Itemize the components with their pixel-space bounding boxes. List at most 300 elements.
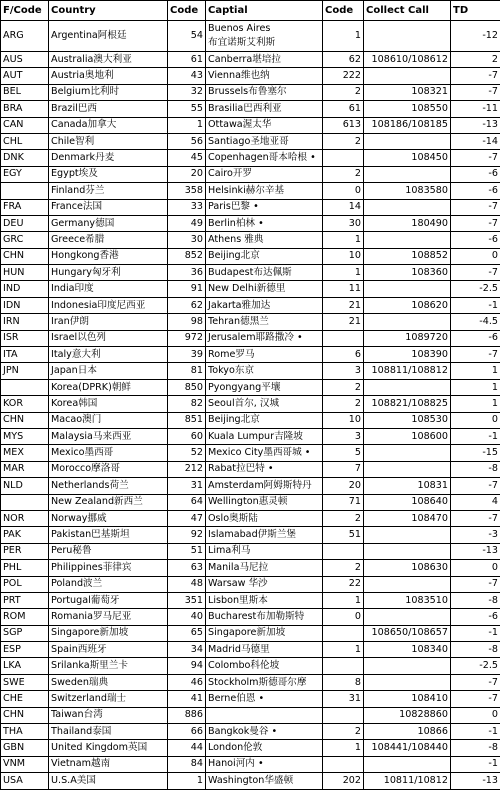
- table-row: [1, 510, 500, 526]
- table-row: [1, 52, 500, 68]
- capital-cell: Canberra堪培拉: [206, 52, 323, 68]
- fcode-cell: [1, 183, 49, 199]
- table-row: [1, 281, 500, 297]
- time-difference-cell: -13: [451, 773, 500, 789]
- country-cell: Taiwan台湾: [49, 707, 168, 723]
- table-row: [1, 724, 500, 740]
- fcode-cell: GRC: [1, 232, 49, 248]
- table-body: [1, 21, 500, 790]
- time-difference-cell: -7: [451, 691, 500, 707]
- area-code-cell: 1: [323, 642, 364, 658]
- country-cell: Portugal葡萄牙: [49, 592, 168, 608]
- area-code-cell: 3: [323, 363, 364, 379]
- fcode-cell: CHL: [1, 133, 49, 149]
- country-cell: Chile智利: [49, 133, 168, 149]
- capital-line: 布宜诺斯艾利斯: [208, 36, 320, 50]
- table-row: [1, 560, 500, 576]
- table-row: [1, 592, 500, 608]
- collect-call-cell: 1083510: [364, 592, 451, 608]
- area-code-cell: [323, 658, 364, 674]
- collect-call-cell: 108610/108612: [364, 52, 451, 68]
- table-row: [1, 314, 500, 330]
- collect-call-cell: [364, 527, 451, 543]
- area-code-cell: 2: [323, 133, 364, 149]
- time-difference-cell: -6: [451, 183, 500, 199]
- country-code-cell: 47: [168, 510, 206, 526]
- capital-cell: Stockholm斯德哥尔摩: [206, 674, 323, 690]
- time-difference-cell: -3: [451, 527, 500, 543]
- time-difference-cell: -1: [451, 724, 500, 740]
- country-code-cell: 98: [168, 314, 206, 330]
- capital-cell: Budapest布达佩斯: [206, 265, 323, 281]
- country-code-cell: 39: [168, 347, 206, 363]
- capital-cell: Ottawa渥太华: [206, 117, 323, 133]
- area-code-cell: [323, 150, 364, 166]
- area-code-cell: 1: [323, 21, 364, 52]
- area-code-cell: 1: [323, 232, 364, 248]
- fcode-cell: PER: [1, 543, 49, 559]
- fcode-cell: THA: [1, 724, 49, 740]
- fcode-cell: ESP: [1, 642, 49, 658]
- time-difference-cell: -7: [451, 199, 500, 215]
- collect-call-cell: [364, 379, 451, 395]
- collect-call-cell: [364, 658, 451, 674]
- collect-call-cell: 108821/108825: [364, 396, 451, 412]
- country-code-cell: 31: [168, 478, 206, 494]
- area-code-cell: 51: [323, 527, 364, 543]
- time-difference-cell: -7: [451, 478, 500, 494]
- table-row: [1, 183, 500, 199]
- country-cell: Morocco摩洛哥: [49, 461, 168, 477]
- capital-cell: Hanoi河内 •: [206, 756, 323, 772]
- fcode-cell: PAK: [1, 527, 49, 543]
- capital-cell: Brussels布鲁塞尔: [206, 84, 323, 100]
- fcode-cell: DEU: [1, 215, 49, 231]
- capital-cell: Tehran德黑兰: [206, 314, 323, 330]
- collect-call-cell: 10866: [364, 724, 451, 740]
- country-cell: Peru秘鲁: [49, 543, 168, 559]
- country-cell: Canada加拿大: [49, 117, 168, 133]
- area-code-cell: [323, 625, 364, 641]
- country-code-cell: 60: [168, 428, 206, 444]
- collect-call-cell: [364, 445, 451, 461]
- fcode-cell: MAR: [1, 461, 49, 477]
- fcode-cell: DNK: [1, 150, 49, 166]
- time-difference-cell: 1: [451, 396, 500, 412]
- country-cell: Indonesia印度尼西亚: [49, 297, 168, 313]
- country-code-cell: 55: [168, 101, 206, 117]
- area-code-cell: 0: [323, 609, 364, 625]
- country-cell: Finland芬兰: [49, 183, 168, 199]
- country-cell: Iran伊朗: [49, 314, 168, 330]
- table-row: [1, 609, 500, 625]
- country-code-cell: 1: [168, 773, 206, 789]
- collect-call-cell: 108441/108440: [364, 740, 451, 756]
- country-cell: Sweden瑞典: [49, 674, 168, 690]
- capital-cell: Bucharest布加勒斯特: [206, 609, 323, 625]
- fcode-cell: POL: [1, 576, 49, 592]
- time-difference-cell: -6: [451, 330, 500, 346]
- collect-call-cell: 108620: [364, 297, 451, 313]
- capital-cell: Vienna维也纳: [206, 68, 323, 84]
- time-difference-cell: 1: [451, 363, 500, 379]
- fcode-cell: MYS: [1, 428, 49, 444]
- country-code-cell: 48: [168, 576, 206, 592]
- time-difference-cell: -8: [451, 642, 500, 658]
- capital-cell: Copenhagen哥本哈根 •: [206, 150, 323, 166]
- time-difference-cell: 4: [451, 494, 500, 510]
- fcode-cell: CHN: [1, 412, 49, 428]
- capital-cell: Manila马尼拉: [206, 560, 323, 576]
- table-row: [1, 625, 500, 641]
- country-code-cell: 850: [168, 379, 206, 395]
- capital-cell: Jerusalem耶路撒冷 •: [206, 330, 323, 346]
- country-code-cell: 52: [168, 445, 206, 461]
- area-code-cell: 613: [323, 117, 364, 133]
- area-code-cell: 10: [323, 248, 364, 264]
- country-code-cell: 30: [168, 232, 206, 248]
- table-row: [1, 133, 500, 149]
- collect-call-cell: [364, 461, 451, 477]
- collect-call-cell: 180490: [364, 215, 451, 231]
- table-row: [1, 363, 500, 379]
- time-difference-cell: -7: [451, 674, 500, 690]
- country-cell: Israel以色列: [49, 330, 168, 346]
- collect-call-cell: 108530: [364, 412, 451, 428]
- area-code-cell: 22: [323, 576, 364, 592]
- country-cell: Srilanka斯里兰卡: [49, 658, 168, 674]
- country-cell: Romania罗马尼亚: [49, 609, 168, 625]
- fcode-cell: SGP: [1, 625, 49, 641]
- area-code-cell: [323, 543, 364, 559]
- country-cell: New Zealand新西兰: [49, 494, 168, 510]
- country-cell: Greece希腊: [49, 232, 168, 248]
- area-code-cell: 2: [323, 560, 364, 576]
- area-code-cell: 20: [323, 478, 364, 494]
- collect-call-cell: [364, 576, 451, 592]
- time-difference-cell: -4.5: [451, 314, 500, 330]
- country-code-cell: 91: [168, 281, 206, 297]
- time-difference-cell: -7: [451, 150, 500, 166]
- capital-cell: Tokyo东京: [206, 363, 323, 379]
- time-difference-cell: -1: [451, 428, 500, 444]
- collect-call-cell: 1083580: [364, 183, 451, 199]
- fcode-cell: BRA: [1, 101, 49, 117]
- collect-call-cell: 1089720: [364, 330, 451, 346]
- country-code-cell: 94: [168, 658, 206, 674]
- capital-cell: Berlin柏林 •: [206, 215, 323, 231]
- area-code-cell: 2: [323, 510, 364, 526]
- area-code-cell: 21: [323, 314, 364, 330]
- country-code-cell: 1: [168, 117, 206, 133]
- table-row: [1, 21, 500, 52]
- country-code-cell: 46: [168, 674, 206, 690]
- header-time-difference: TD: [451, 1, 500, 21]
- table-row: [1, 330, 500, 346]
- collect-call-cell: 108360: [364, 265, 451, 281]
- fcode-cell: IRN: [1, 314, 49, 330]
- area-code-cell: 2: [323, 166, 364, 182]
- collect-call-cell: 108340: [364, 642, 451, 658]
- capital-cell: London伦敦: [206, 740, 323, 756]
- table-row: [1, 379, 500, 395]
- fcode-cell: ROM: [1, 609, 49, 625]
- time-difference-cell: -8: [451, 740, 500, 756]
- country-cell: Italy意大利: [49, 347, 168, 363]
- capital-cell: Lima利马: [206, 543, 323, 559]
- capital-cell: Pyongyang平壤: [206, 379, 323, 395]
- country-cell: U.S.A美国: [49, 773, 168, 789]
- time-difference-cell: -15: [451, 445, 500, 461]
- time-difference-cell: -2.5: [451, 658, 500, 674]
- country-code-cell: 351: [168, 592, 206, 608]
- collect-call-cell: 10811/10812: [364, 773, 451, 789]
- time-difference-cell: -7: [451, 68, 500, 84]
- capital-cell: Madrid马德里: [206, 642, 323, 658]
- country-cell: Vietnam越南: [49, 756, 168, 772]
- country-code-cell: 43: [168, 68, 206, 84]
- country-code-cell: 40: [168, 609, 206, 625]
- time-difference-cell: 0: [451, 412, 500, 428]
- collect-call-cell: 108600: [364, 428, 451, 444]
- fcode-cell: CHN: [1, 248, 49, 264]
- table-row: [1, 297, 500, 313]
- country-cell: Korea韩国: [49, 396, 168, 412]
- country-code-cell: 82: [168, 396, 206, 412]
- country-cell: Belgium比利时: [49, 84, 168, 100]
- area-code-cell: 1: [323, 740, 364, 756]
- time-difference-cell: -12: [451, 21, 500, 52]
- time-difference-cell: 2: [451, 52, 500, 68]
- table-row: [1, 101, 500, 117]
- country-code-cell: 54: [168, 21, 206, 52]
- capital-cell: Seoul首尔, 汉城: [206, 396, 323, 412]
- capital-cell: Bangkok曼谷 •: [206, 724, 323, 740]
- table-row: [1, 412, 500, 428]
- time-difference-cell: -6: [451, 166, 500, 182]
- country-code-cell: 66: [168, 724, 206, 740]
- table-row: [1, 265, 500, 281]
- collect-call-cell: [364, 199, 451, 215]
- fcode-cell: NOR: [1, 510, 49, 526]
- country-code-cell: 63: [168, 560, 206, 576]
- capital-cell: [206, 707, 323, 723]
- table-row: [1, 445, 500, 461]
- capital-cell: Wellington惠灵顿: [206, 494, 323, 510]
- capital-cell: Beijing北京: [206, 248, 323, 264]
- table-row: [1, 740, 500, 756]
- capital-cell: Cairo开罗: [206, 166, 323, 182]
- fcode-cell: CAN: [1, 117, 49, 133]
- country-cell: Singapore新加坡: [49, 625, 168, 641]
- time-difference-cell: -13: [451, 543, 500, 559]
- time-difference-cell: 0: [451, 707, 500, 723]
- area-code-cell: 62: [323, 52, 364, 68]
- country-code-cell: 212: [168, 461, 206, 477]
- collect-call-cell: [364, 133, 451, 149]
- fcode-cell: PHL: [1, 560, 49, 576]
- country-cell: United Kingdom英国: [49, 740, 168, 756]
- collect-call-cell: 108640: [364, 494, 451, 510]
- fcode-cell: [1, 494, 49, 510]
- country-cell: Norway挪威: [49, 510, 168, 526]
- collect-call-cell: 108390: [364, 347, 451, 363]
- country-code-cell: 972: [168, 330, 206, 346]
- time-difference-cell: -1: [451, 756, 500, 772]
- area-code-cell: 10: [323, 412, 364, 428]
- country-cell: Egypt埃及: [49, 166, 168, 182]
- time-difference-cell: -2.5: [451, 281, 500, 297]
- fcode-cell: FRA: [1, 199, 49, 215]
- time-difference-cell: -7: [451, 215, 500, 231]
- time-difference-cell: 0: [451, 248, 500, 264]
- time-difference-cell: -8: [451, 461, 500, 477]
- table-row: [1, 396, 500, 412]
- capital-cell: Santiago圣地亚哥: [206, 133, 323, 149]
- country-cell: Japan日本: [49, 363, 168, 379]
- table-row: [1, 658, 500, 674]
- table-row: [1, 527, 500, 543]
- country-code-cell: 51: [168, 543, 206, 559]
- country-code-cell: 44: [168, 740, 206, 756]
- country-code-cell: 33: [168, 199, 206, 215]
- area-code-cell: [323, 707, 364, 723]
- area-code-cell: 7: [323, 461, 364, 477]
- collect-call-cell: 108186/108185: [364, 117, 451, 133]
- collect-call-cell: [364, 21, 451, 52]
- capital-cell: Warsaw 华沙: [206, 576, 323, 592]
- area-code-cell: 1: [323, 265, 364, 281]
- fcode-cell: MEX: [1, 445, 49, 461]
- country-code-cell: 358: [168, 183, 206, 199]
- fcode-cell: ARG: [1, 21, 49, 52]
- country-code-cell: 62: [168, 297, 206, 313]
- time-difference-cell: -11: [451, 101, 500, 117]
- fcode-cell: IND: [1, 281, 49, 297]
- area-code-cell: 222: [323, 68, 364, 84]
- capital-cell: Brasilia巴西利亚: [206, 101, 323, 117]
- table-row: [1, 150, 500, 166]
- country-code-cell: 56: [168, 133, 206, 149]
- area-code-cell: 5: [323, 445, 364, 461]
- time-difference-cell: -6: [451, 232, 500, 248]
- country-cell: Germany德国: [49, 215, 168, 231]
- table-row: [1, 84, 500, 100]
- collect-call-cell: 108630: [364, 560, 451, 576]
- fcode-cell: BEL: [1, 84, 49, 100]
- fcode-cell: AUS: [1, 52, 49, 68]
- country-cell: Malaysia马来西亚: [49, 428, 168, 444]
- area-code-cell: [323, 756, 364, 772]
- fcode-cell: NLD: [1, 478, 49, 494]
- collect-call-cell: 108321: [364, 84, 451, 100]
- area-code-cell: 31: [323, 691, 364, 707]
- area-code-cell: 0: [323, 183, 364, 199]
- fcode-cell: [1, 379, 49, 395]
- area-code-cell: 2: [323, 84, 364, 100]
- time-difference-cell: -7: [451, 576, 500, 592]
- fcode-cell: PRT: [1, 592, 49, 608]
- country-cell: Australia澳大利亚: [49, 52, 168, 68]
- table-row: [1, 347, 500, 363]
- fcode-cell: HUN: [1, 265, 49, 281]
- capital-line: Buenos Aires: [208, 22, 320, 36]
- time-difference-cell: -7: [451, 347, 500, 363]
- area-code-cell: 202: [323, 773, 364, 789]
- country-code-cell: 41: [168, 691, 206, 707]
- table-row: [1, 707, 500, 723]
- time-difference-cell: -14: [451, 133, 500, 149]
- country-cell: Netherlands荷兰: [49, 478, 168, 494]
- capital-cell: Lisbon里斯本: [206, 592, 323, 608]
- area-code-cell: 1: [323, 592, 364, 608]
- capital-cell: [206, 21, 323, 52]
- capital-cell: Mexico City墨西哥城 •: [206, 445, 323, 461]
- time-difference-cell: 0: [451, 560, 500, 576]
- fcode-cell: CHE: [1, 691, 49, 707]
- fcode-cell: GBN: [1, 740, 49, 756]
- capital-cell: Jakarta雅加达: [206, 297, 323, 313]
- fcode-cell: CHN: [1, 707, 49, 723]
- collect-call-cell: 108470: [364, 510, 451, 526]
- country-cell: Austria奥地利: [49, 68, 168, 84]
- capital-cell: Helsinki赫尔辛基: [206, 183, 323, 199]
- table-row: [1, 642, 500, 658]
- time-difference-cell: -7: [451, 510, 500, 526]
- area-code-cell: 2: [323, 724, 364, 740]
- area-code-cell: [323, 330, 364, 346]
- collect-call-cell: [364, 674, 451, 690]
- collect-call-cell: 108410: [364, 691, 451, 707]
- header-capital: Captial: [206, 1, 323, 21]
- table-row: [1, 215, 500, 231]
- country-code-cell: 886: [168, 707, 206, 723]
- area-code-cell: 11: [323, 281, 364, 297]
- country-cell: France法国: [49, 199, 168, 215]
- collect-call-cell: [364, 314, 451, 330]
- header-country-code: Code: [168, 1, 206, 21]
- country-code-cell: 20: [168, 166, 206, 182]
- country-cell: Denmark丹麦: [49, 150, 168, 166]
- capital-cell: Rome罗马: [206, 347, 323, 363]
- country-code-cell: 61: [168, 52, 206, 68]
- header-collect-call: Collect Call: [364, 1, 451, 21]
- table-row: [1, 428, 500, 444]
- fcode-cell: VNM: [1, 756, 49, 772]
- fcode-cell: USA: [1, 773, 49, 789]
- table-row: [1, 674, 500, 690]
- area-code-cell: 6: [323, 347, 364, 363]
- country-cell: Poland波兰: [49, 576, 168, 592]
- country-cell: Argentina阿根廷: [49, 21, 168, 52]
- fcode-cell: ITA: [1, 347, 49, 363]
- table-row: [1, 117, 500, 133]
- time-difference-cell: 1: [451, 379, 500, 395]
- collect-call-cell: [364, 609, 451, 625]
- header-area-code: Code: [323, 1, 364, 21]
- capital-cell: Oslo奥斯陆: [206, 510, 323, 526]
- area-code-cell: 14: [323, 199, 364, 215]
- country-cell: Hongkong香港: [49, 248, 168, 264]
- country-code-cell: 64: [168, 494, 206, 510]
- country-code-cell: 45: [168, 150, 206, 166]
- fcode-cell: KOR: [1, 396, 49, 412]
- capital-cell: Washington华盛顿: [206, 773, 323, 789]
- fcode-cell: AUT: [1, 68, 49, 84]
- area-code-cell: 3: [323, 428, 364, 444]
- collect-call-cell: 108450: [364, 150, 451, 166]
- country-code-cell: 34: [168, 642, 206, 658]
